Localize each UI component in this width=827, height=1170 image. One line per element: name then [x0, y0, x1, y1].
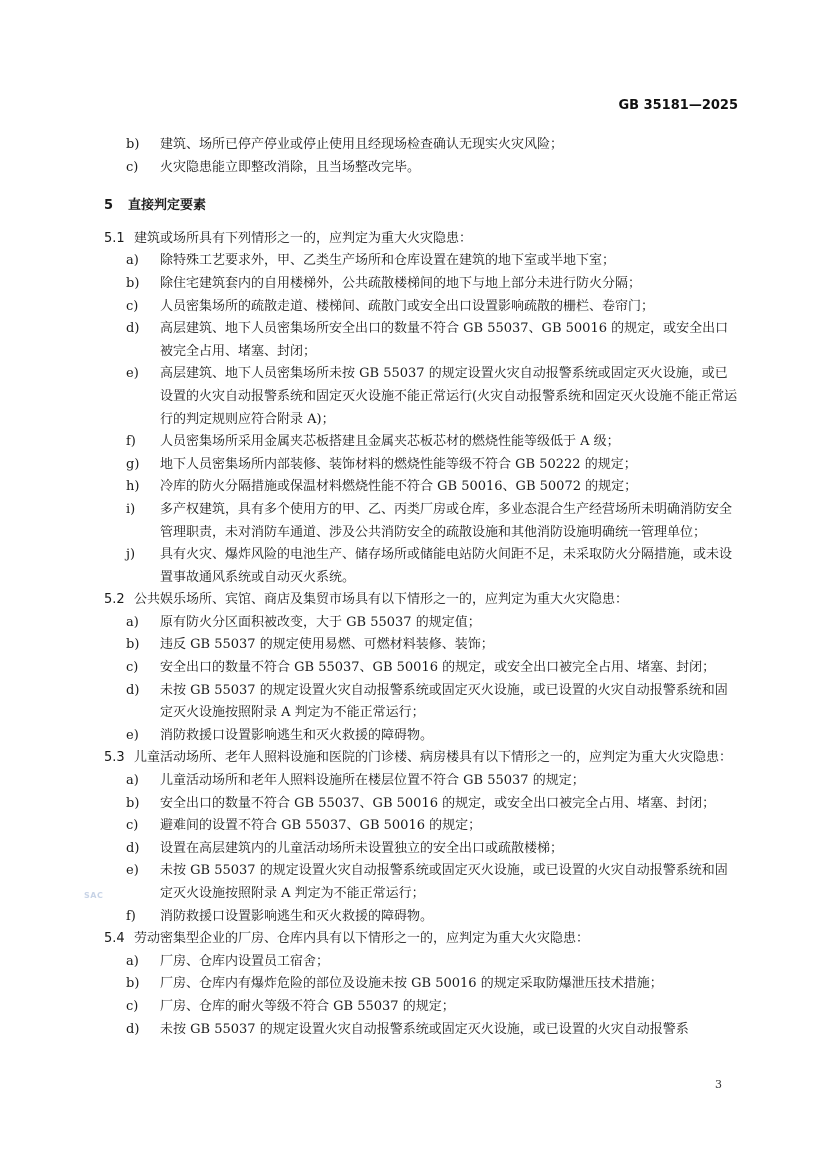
item-label: f): [126, 434, 136, 450]
item-text: 厂房、仓库的耐火等级不符合 GB 55037 的规定；: [160, 998, 455, 1014]
list-item: [104, 134, 740, 157]
list-item: [104, 499, 740, 544]
list-item: [104, 770, 740, 793]
item-text: 安全出口的数量不符合 GB 55037、GB 50016 的规定，或安全出口被完全占用、堵塞、封闭；: [160, 660, 716, 676]
list-item: [104, 906, 740, 929]
item-text: 多产权建筑，具有多个使用方的甲、乙、丙类厂房或仓库，多业态混合生产经营场所未明确消防安全管理职责，未对消防车通道、涉及公共消防安全的疏散设施和其他消防设施明确统一管理单位；: [160, 501, 733, 540]
list-item: [104, 157, 740, 180]
item-text: 违反 GB 55037 的规定使用易燃、可燃材料装修、装饰；: [160, 637, 494, 653]
section-heading: [104, 195, 740, 218]
item-label: c): [126, 298, 139, 314]
item-label: a): [126, 253, 139, 269]
item-label: i): [126, 501, 136, 517]
item-text: 儿童活动场所和老年人照料设施所在楼层位置不符合 GB 55037 的规定；: [160, 773, 585, 789]
list-item: [104, 973, 740, 996]
clause-5-2: [104, 589, 740, 612]
clause-number: 5.3: [104, 750, 125, 766]
item-text: 高层建筑、地下人员密集场所安全出口的数量不符合 GB 55037、GB 50016 的规定，或安全出口被完全占用、堵塞、封闭；: [160, 321, 729, 359]
list-item: [104, 634, 740, 657]
intro-list: [104, 134, 740, 179]
item-label: a): [126, 773, 139, 789]
item-text: 人员密集场所的疏散走道、楼梯间、疏散门或安全出口设置影响疏散的栅栏、卷帘门；: [160, 298, 655, 314]
item-text: 建筑、场所已停产停业或停止使用且经现场检查确认无现实火灾风险；: [160, 137, 564, 152]
list-item: [104, 476, 740, 499]
list-item: [104, 793, 740, 816]
list-item: [104, 680, 740, 725]
clause-text: 劳动密集型企业的厂房、仓库内具有以下情形之一的，应判定为重大火灾隐患：: [134, 931, 590, 947]
standard-number: GB 35181—2025: [618, 98, 738, 113]
item-label: b): [126, 275, 140, 291]
sac-watermark: SAC: [84, 891, 104, 900]
clause-list: [104, 228, 740, 1041]
list-item: [104, 544, 740, 589]
clause-5-3: [104, 747, 740, 770]
item-label: e): [126, 727, 139, 743]
item-text: 人员密集场所采用金属夹芯板搭建且金属夹芯板芯材的燃烧性能等级低于 A 级；: [160, 434, 620, 450]
item-text: 未按 GB 55037 的规定设置火灾自动报警系统或固定灭火设施，或已设置的火灾自动报警系统和固定灭火设施按照附录 A 判定为不能正常运行；: [160, 682, 728, 721]
item-text: 设置在高层建筑内的儿童活动场所未设置独立的安全出口或疏散楼梯；: [160, 840, 564, 856]
item-text: 未按 GB 55037 的规定设置火灾自动报警系统或固定灭火设施，或已设置的火灾自动报警系: [160, 1021, 689, 1037]
clause-number: 5.1: [104, 230, 125, 246]
item-label: j): [126, 547, 136, 563]
list-item: [104, 860, 740, 905]
clause-number: 5.4: [104, 931, 125, 947]
list-item: [104, 612, 740, 635]
clause-number: 5.2: [104, 592, 125, 608]
item-label: b): [126, 976, 140, 992]
item-text: 除住宅建筑套内的自用楼梯外，公共疏散楼梯间的地下与地上部分未进行防火分隔；: [160, 275, 642, 291]
item-label: d): [126, 682, 140, 698]
item-text: 原有防火分区面积被改变，大于 GB 55037 的规定值；: [160, 614, 481, 630]
item-text: 高层建筑、地下人员密集场所未按 GB 55037 的规定设置火灾自动报警系统或固定灭火设施，或已设置的火灾自动报警系统和固定灭火设施不能正常运行(火灾自动报警系统和固定灭火设施不能正常运行的判定规则应符合附录 A)；: [160, 366, 738, 427]
item-text: 未按 GB 55037 的规定设置火灾自动报警系统或固定灭火设施，或已设置的火灾自动报警系统和固定灭火设施按照附录 A 判定为不能正常运行；: [160, 863, 728, 901]
item-label: b): [126, 637, 140, 653]
list-item: [104, 318, 740, 363]
item-label: f): [126, 908, 136, 924]
page-number: 3: [715, 1078, 722, 1091]
item-label: b): [126, 137, 140, 152]
clause-5-4: [104, 928, 740, 951]
list-item: [104, 1019, 740, 1042]
item-text: 冷库的防火分隔措施或保温材料燃烧性能不符合 GB 50016、GB 50072 的规定；: [160, 479, 638, 495]
item-label: c): [126, 159, 139, 175]
list-item: [104, 951, 740, 974]
list-item: [104, 431, 740, 454]
item-label: d): [126, 1021, 140, 1037]
item-label: c): [126, 660, 139, 676]
item-label: g): [126, 456, 140, 472]
item-text: 具有火灾、爆炸风险的电池生产、储存场所或储能电站防火间距不足，未采取防火分隔措施，或未设置事故通风系统或自动灭火系统。: [160, 547, 733, 585]
clause-5-1: [104, 228, 740, 251]
clause-text: 公共娱乐场所、宾馆、商店及集贸市场具有以下情形之一的，应判定为重大火灾隐患：: [134, 592, 629, 608]
item-label: d): [126, 321, 140, 337]
clause-text: 儿童活动场所、老年人照料设施和医院的门诊楼、病房楼具有以下情形之一的，应判定为重大火灾隐患：: [134, 750, 733, 766]
list-item: [104, 250, 740, 273]
list-item: [104, 838, 740, 861]
item-text: 火灾隐患能立即整改消除，且当场整改完毕。: [160, 159, 421, 175]
list-item: [104, 815, 740, 838]
item-label: e): [126, 863, 139, 879]
item-label: h): [126, 479, 140, 495]
item-label: e): [126, 366, 139, 382]
item-text: 厂房、仓库内有爆炸危险的部位及设施未按 GB 50016 的规定采取防爆泄压技术措施；: [160, 976, 663, 992]
list-item: [104, 296, 740, 319]
list-item: [104, 363, 740, 431]
item-label: c): [126, 818, 139, 834]
clause-text: 建筑或场所具有下列情形之一的，应判定为重大火灾隐患：: [134, 230, 473, 246]
list-item: [104, 454, 740, 477]
item-text: 地下人员密集场所内部装修、装饰材料的燃烧性能等级不符合 GB 50222 的规定；: [160, 456, 637, 472]
document-body: [104, 134, 740, 1041]
list-item: [104, 996, 740, 1019]
item-text: 除特殊工艺要求外，甲、乙类生产场所和仓库设置在建筑的地下室或半地下室；: [160, 253, 616, 269]
list-item: [104, 273, 740, 296]
item-label: a): [126, 953, 139, 969]
item-text: 厂房、仓库内设置员工宿舍；: [160, 953, 330, 969]
item-text: 消防救援口设置影响逃生和灭火救援的障碍物。: [160, 727, 434, 743]
list-item: [104, 725, 740, 748]
section-title: 直接判定要素: [128, 198, 207, 214]
item-label: a): [126, 614, 139, 630]
item-label: b): [126, 795, 140, 811]
item-label: c): [126, 998, 139, 1014]
list-item: [104, 657, 740, 680]
item-text: 安全出口的数量不符合 GB 55037、GB 50016 的规定，或安全出口被完全占用、堵塞、封闭；: [160, 795, 716, 811]
item-label: d): [126, 840, 140, 856]
section-number: 5: [104, 198, 114, 214]
item-text: 消防救援口设置影响逃生和灭火救援的障碍物。: [160, 908, 434, 924]
item-text: 避难间的设置不符合 GB 55037、GB 50016 的规定；: [160, 818, 482, 834]
